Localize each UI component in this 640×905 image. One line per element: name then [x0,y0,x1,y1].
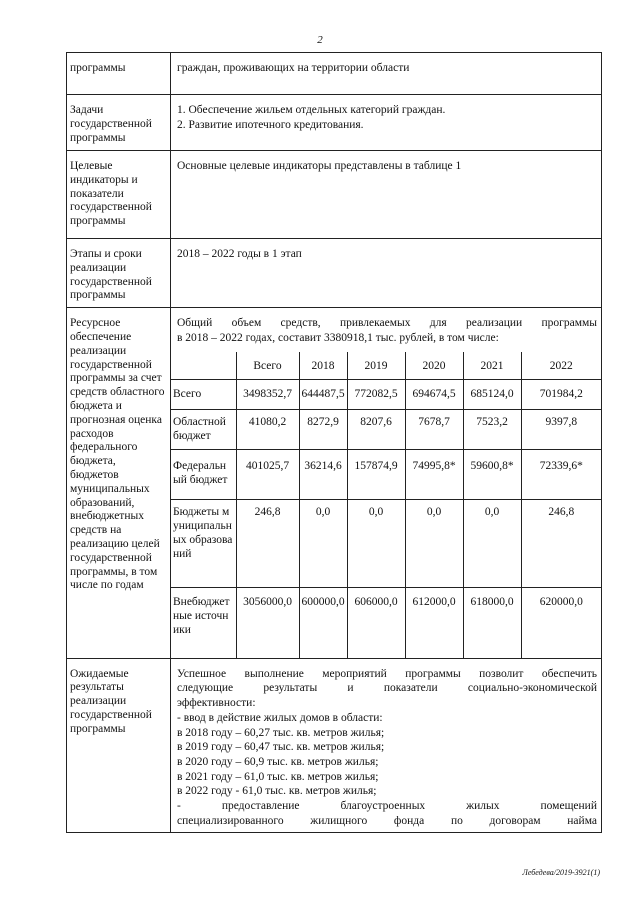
result-line: - ввод в действие жилых домов в области: [177,711,383,724]
header-cell: 2020 [405,352,463,380]
row-label: Задачи государственной программы [70,104,152,144]
value-cell: 8272,9 [299,410,347,450]
row-label: Этапы и сроки реализации государственной программы [70,248,152,302]
result-line: специализированного жилищного фонда по договорам найма [177,814,597,827]
row-label: программы [70,62,126,74]
row-stages-terms [67,239,602,308]
value-cell: 772082,5 [347,380,405,410]
result-line: в 2022 году - 61,0 тыс. кв. метров жилья; [177,785,377,798]
row-label: Целевые индикаторы и показатели государственной программы [70,160,152,228]
row-name: Областной бюджет [171,410,236,450]
row-name: Бюджеты муниципальных образований [171,500,236,588]
value-cell: 9397,8 [521,410,601,450]
funding-row-municipal [171,500,601,588]
header-cell: Всего [236,352,299,380]
value-cell: 72339,6* [521,450,601,500]
value-cell: 59600,8* [463,450,521,500]
result-line: в 2019 году – 60,47 тыс. кв. метров жилья; [177,741,385,754]
document-footer-code: Лебедева/2019-3921(1) [522,868,600,877]
row-program-tasks [67,95,602,151]
funding-row-regional [171,410,601,450]
value-cell: 685124,0 [463,380,521,410]
value-cell: 618000,0 [463,588,521,658]
funding-row-federal [171,450,601,500]
funding-intro-line-1: Общий объем средств, привлекаемых для реализации программы [177,317,597,330]
value-cell: 0,0 [405,500,463,588]
funding-intro-line-2: в 2018 – 2022 годах, составит 3380918,1 тыс. рублей, в том числе: [177,331,499,344]
row-name: Всего [171,380,236,410]
value-cell: 74995,8* [405,450,463,500]
value-cell: 644487,5 [299,380,347,410]
value-cell: 0,0 [463,500,521,588]
value-cell: 8207,6 [347,410,405,450]
row-label: Ресурсное обеспечение реализации государственной программы за счет средств областного бюджета и прогнозная оценка расходов федерального бюджета, бюджетов муниципальных образований, внебюджетных средств на реализацию целей государственной программы, в том числе по годам [70,317,165,592]
result-line: следующие результаты и показатели социально-экономической [177,682,597,695]
header-cell: 2021 [463,352,521,380]
result-line: в 2018 году – 60,27 тыс. кв. метров жилья; [177,726,385,739]
result-line: в 2020 году – 60,9 тыс. кв. метров жилья; [177,755,379,768]
result-line: эффективности: [177,697,256,710]
value-cell: 157874,9 [347,450,405,500]
value-cell: 694674,5 [405,380,463,410]
header-cell: 2019 [347,352,405,380]
value-cell: 36214,6 [299,450,347,500]
value-cell: 701984,2 [521,380,601,410]
row-value: Основные целевые индикаторы представлены в таблице 1 [177,160,462,172]
value-cell: 600000,0 [299,588,347,658]
value-cell: 246,8 [236,500,299,588]
value-cell: 246,8 [521,500,601,588]
result-line: в 2021 году – 61,0 тыс. кв. метров жилья; [177,770,379,783]
funding-row-total [171,380,601,410]
header-cell: 2022 [521,352,601,380]
funding-table [171,352,601,658]
row-value: граждан, проживающих на территории области [177,62,410,74]
funding-header-row [171,352,601,380]
result-line: - предоставление благоустроенных жилых помещений [177,800,597,813]
header-cell [171,352,236,380]
row-target-indicators [67,151,602,239]
program-passport-table [66,52,602,833]
row-expected-results [67,658,602,832]
funding-row-extrabudgetary [171,588,601,658]
value-cell: 401025,7 [236,450,299,500]
value-cell: 3498352,7 [236,380,299,410]
result-line: Успешное выполнение мероприятий программы позволит обеспечить [177,667,597,680]
row-label: Ожидаемые результаты реализации государственной программы [70,667,152,735]
header-cell: 2018 [299,352,347,380]
value-cell: 620000,0 [521,588,601,658]
page-number: 2 [317,34,323,46]
row-name: Федеральный бюджет [171,450,236,500]
value-cell: 7678,7 [405,410,463,450]
row-name: Внебюджетные источники [171,588,236,658]
value-cell: 7523,2 [463,410,521,450]
value-cell: 0,0 [347,500,405,588]
value-cell: 3056000,0 [236,588,299,658]
value-cell: 606000,0 [347,588,405,658]
value-cell: 0,0 [299,500,347,588]
value-cell: 41080,2 [236,410,299,450]
row-resource-provision [67,308,602,658]
task-item: 1. Обеспечение жильем отдельных категорий граждан. [177,104,446,116]
value-cell: 612000,0 [405,588,463,658]
task-item: 2. Развитие ипотечного кредитования. [177,118,364,131]
row-program-goal [67,53,602,95]
row-value: 2018 – 2022 годы в 1 этап [177,248,302,260]
